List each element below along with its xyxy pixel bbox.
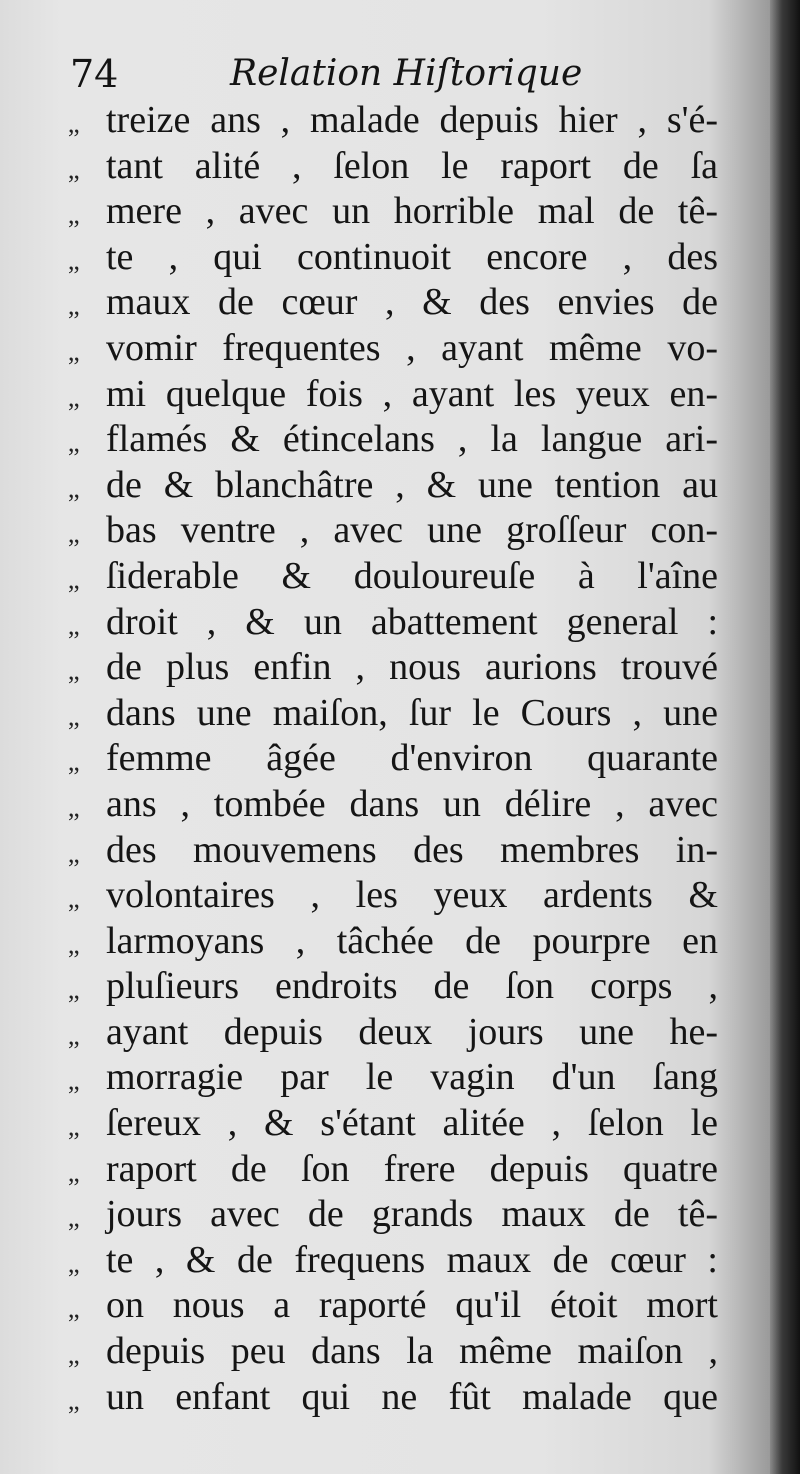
line-text: de plus enfin , nous aurions trouvé [106,646,718,689]
line-text: un enfant qui ne fût malade que [106,1375,718,1418]
text-line [68,1329,718,1375]
body-text [68,98,718,1420]
line-text: maux de cœur , & des envies de [106,281,718,324]
line-text: morragie par le vagin d'un ſang [106,1056,718,1099]
quotation-mark: ,, [68,1066,79,1096]
quotation-mark: ,, [68,747,79,777]
quotation-mark: ,, [68,109,79,138]
line-text: tant alité , ſelon le raport de ſa [106,144,718,187]
quotation-mark: ,, [68,1112,79,1142]
quotation-mark: ,, [68,1385,79,1415]
text-line [68,828,718,874]
line-text: flamés & étincelans , la langue ari- [106,418,718,461]
quotation-mark: ,, [68,884,79,914]
line-text: mere , avec un horrible mal de tê- [106,190,718,233]
line-text: femme âgée d'environ quarante [106,737,718,780]
text-line [68,98,718,144]
quotation-mark: ,, [68,656,79,686]
line-text: dans une maiſon, ſur le Cours , une [106,691,718,734]
quotation-mark: ,, [68,245,79,275]
quotation-mark: ,, [68,1020,79,1050]
quotation-mark: ,, [68,519,79,549]
quotation-mark: ,, [68,929,79,959]
line-text: ſiderable & douloureuſe à l'aîne [106,554,718,597]
text-line [68,600,718,646]
quotation-mark: ,, [68,1248,79,1278]
quotation-mark: ,, [68,838,79,868]
quotation-mark: ,, [68,564,79,594]
text-line [68,280,718,326]
quotation-mark: ,, [68,473,79,503]
line-text: ſereux , & s'étant alitée , ſelon le [106,1102,718,1145]
text-line [68,1192,718,1238]
text-line [68,554,718,600]
text-line [68,736,718,782]
quotation-mark: ,, [68,428,79,458]
line-text: raport de ſon frere depuis quatre [106,1147,718,1190]
page-number: 74 [70,52,119,96]
quotation-mark: ,, [68,792,79,822]
text-line [68,372,718,418]
quotation-mark: ,, [68,701,79,731]
line-text: ayant depuis deux jours une he- [106,1010,718,1053]
text-line [68,873,718,919]
quotation-mark: ,, [68,291,79,321]
line-text: des mouvemens des membres in- [106,828,718,871]
quotation-mark: ,, [68,154,79,184]
text-line [68,919,718,965]
text-line [68,1010,718,1056]
line-text: pluſieurs endroits de ſon corps , [106,965,718,1008]
quotation-mark: ,, [68,610,79,640]
text-line [68,1283,718,1329]
quotation-mark: ,, [68,382,79,412]
quotation-mark: ,, [68,336,79,366]
quotation-mark: ,, [68,1203,79,1233]
line-text: treize ans , malade depuis hier , s'é- [106,99,718,141]
quotation-mark: ,, [68,1294,79,1324]
line-text: depuis peu dans la même maiſon , [106,1330,718,1373]
line-text: de & blanchâtre , & une tention au [106,463,718,506]
quotation-mark: ,, [68,1157,79,1187]
line-text: ans , tombée dans un délire , avec [106,782,718,825]
line-text: larmoyans , tâchée de pourpre en [106,919,718,962]
quotation-mark: ,, [68,1340,79,1370]
text-line [68,235,718,281]
quotation-mark: ,, [68,200,79,230]
text-line [68,463,718,509]
text-line [68,782,718,828]
line-text: te , & de frequens maux de cœur : [106,1238,718,1281]
line-text: bas ventre , avec une groſſeur con- [106,509,718,552]
text-line [68,645,718,691]
text-line [68,1375,718,1421]
text-line [68,691,718,737]
line-text: vomir frequentes , ayant même vo- [106,326,718,369]
text-line [68,508,718,554]
page-edge-shadow [770,0,800,1474]
page-header [70,44,710,100]
text-line [68,1238,718,1284]
text-line [68,1101,718,1147]
running-title: Relation Hiſtorique [230,53,583,94]
line-text: jours avec de grands maux de tê- [106,1193,718,1236]
text-line [68,964,718,1010]
quotation-mark: ,, [68,975,79,1005]
text-line [68,417,718,463]
text-line [68,1147,718,1193]
line-text: te , qui continuoit encore , des [106,235,718,278]
text-line [68,189,718,235]
text-line [68,326,718,372]
line-text: volontaires , les yeux ardents & [106,874,718,917]
text-line [68,1055,718,1101]
line-text: on nous a raporté qu'il étoit mort [106,1284,718,1327]
line-text: droit , & un abattement general : [106,600,718,643]
line-text: mi quelque fois , ayant les yeux en- [106,372,718,415]
text-line [68,144,718,190]
